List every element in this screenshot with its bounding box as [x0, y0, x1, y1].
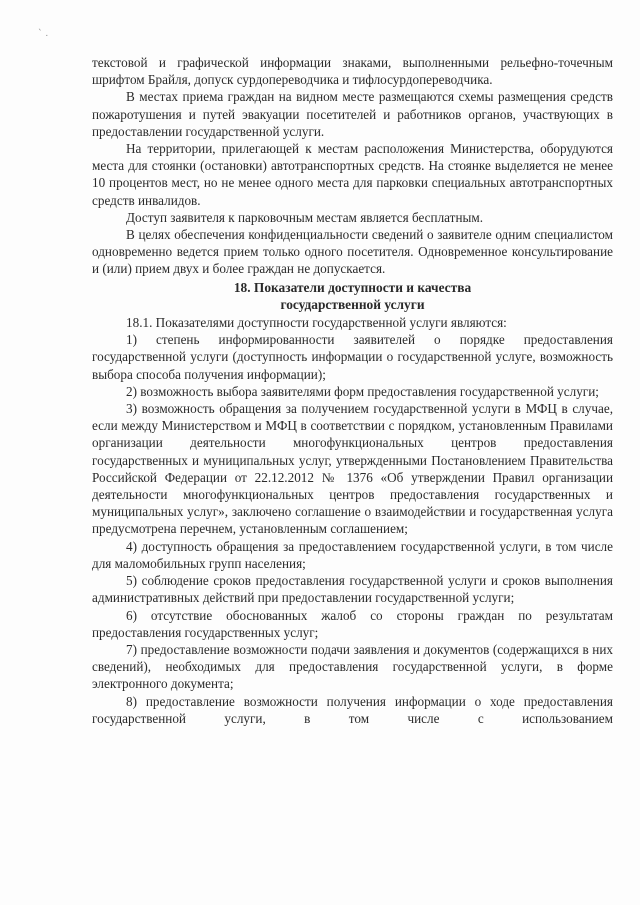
- section-heading: [92, 279, 613, 313]
- list-item-4: 4) доступность обращения за предоставлением государственной услуги, в том числе для маломобильных групп населения;: [92, 538, 613, 571]
- paragraph-18-1: 18.1. Показателями доступности государственной услуги являются:: [126, 315, 507, 331]
- list-item-2: 2) возможность выбора заявителями форм предоставления государственной услуги;: [126, 383, 599, 399]
- paragraph-evacuation-schemes: В местах приема граждан на видном месте размещаются схемы размещения средств пожаротушения и путей эвакуации посетителей и работников органов, участвующих в предоставлении государственной услуги.: [92, 89, 613, 139]
- list-item-8: 8) предоставление возможности получения информации о ходе предоставления государственной услуги, в том числе с использованием: [92, 693, 613, 726]
- list-item-6: 6) отсутствие обоснованных жалоб со стороны граждан по результатам предоставления государственных услуг;: [92, 607, 613, 640]
- paragraph-parking-free: Доступ заявителя к парковочным местам является бесплатным.: [126, 209, 484, 225]
- paragraph-continuation: текстовой и графической информации знаками, выполненными рельефно-точечным шрифтом Брайля, допуск сурдопереводчика и тифлосурдопереводчика.: [92, 55, 613, 88]
- section-heading-line-2: государственной услуги: [280, 296, 425, 312]
- paragraph-confidentiality: В целях обеспечения конфиденциальности сведений о заявителе одним специалистом одновременно ведется прием только одного посетителя. Одновременное консультирование и (или) прием двух и более граждан не допускается.: [92, 227, 613, 277]
- list-item-5: 5) соблюдение сроков предоставления государственной услуги и сроков выполнения административных действий при предоставлении государственной услуги;: [92, 573, 613, 606]
- list-item-7: 7) предоставление возможности подачи заявления и документов (содержащихся в них сведений), необходимых для предоставления государственной услуги, в форме электронного документа;: [92, 641, 613, 692]
- document-body: [92, 54, 613, 727]
- scan-corner-mark: ` .: [38, 29, 49, 39]
- list-item-1: 1) степень информированности заявителей о порядке предоставления государственной услуги (доступность информации о государственной услуге, возможность выбора способа получения информации);: [92, 332, 613, 382]
- section-heading-line-1: 18. Показатели доступности и качества: [233, 279, 472, 295]
- list-item-3: 3) возможность обращения за получением государственной услуги в МФЦ в случае, если между Министерством и МФЦ в соответствии с порядком, установленным Правилами организации деятельности многофункциональных центров предоставления государственных и муниципальных услуг, утвержденными Постановлением Правительства Российской Федерации от 22.12.2012 № 1376 «Об утверждении Правил организации деятельности многофункциональных центров предоставления государственных и муниципальных услуг», заключено соглашение о взаимодействии и государственная услуга предусмотрена перечнем, установленным соглашением;: [92, 401, 613, 537]
- paragraph-parking: На территории, прилегающей к местам расположения Министерства, оборудуются места для стоянки (остановки) автотранспортных средств. На стоянке выделяется не менее 10 процентов мест, но не менее одного места для парковки специальных автотранспортных средств инвалидов.: [92, 141, 613, 208]
